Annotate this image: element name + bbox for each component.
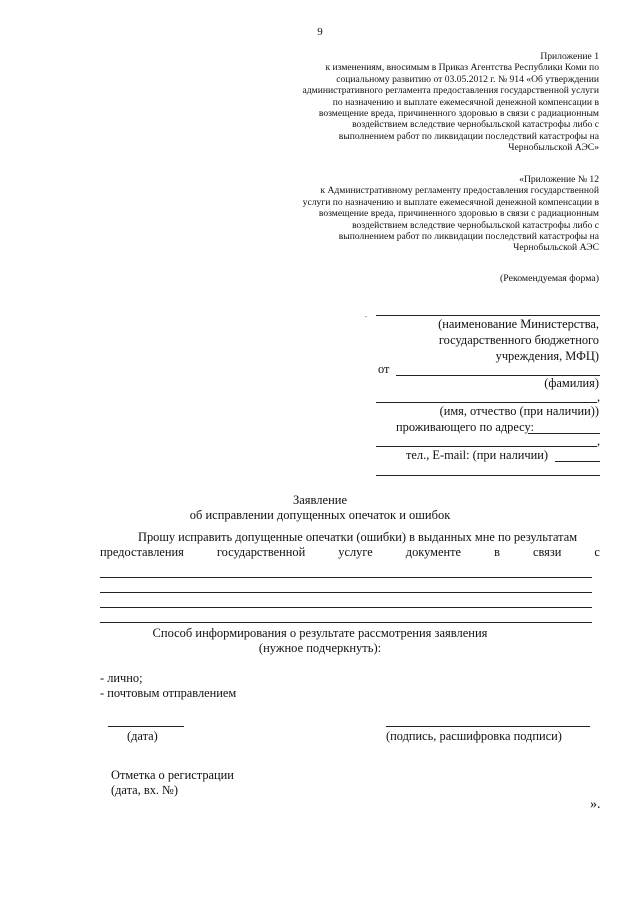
option-in-person[interactable]: - лично;: [100, 671, 143, 685]
request-word: связи: [532, 545, 562, 559]
request-word: услуге: [338, 545, 373, 559]
signature-label: (подпись, расшифровка подписи): [386, 729, 562, 743]
surname-label: (фамилия): [544, 376, 599, 390]
appendix-1-line: социальному развитию от 03.05.2012 г. № 914 «Об утверждении: [336, 73, 599, 85]
appendix-12-line: воздействием вследствие чернобыльской катастрофы либо с: [352, 219, 599, 231]
contact-label: тел., E-mail: (при наличии): [406, 448, 549, 462]
name-line[interactable]: [376, 402, 597, 403]
appendix-12-line: выполнением работ по ликвидации последствий катастрофы на: [338, 231, 599, 243]
date-label: (дата): [127, 729, 158, 743]
notification-subtitle: (нужное подчеркнуть):: [258, 641, 382, 655]
option-by-mail[interactable]: - почтовым отправлением: [100, 686, 237, 700]
appendix-1-line: к изменениям, вносимым в Приказ Агентства Республики Коми по: [325, 62, 599, 74]
appendix-12-header: [239, 174, 599, 254]
address-line-comma: ,: [597, 434, 601, 448]
address-label: проживающего по адресу:: [396, 420, 534, 434]
recommended-form-note: (Рекомендуемая форма): [500, 273, 599, 284]
reason-line-4[interactable]: [100, 622, 592, 623]
address-line-2[interactable]: [376, 446, 597, 447]
statement-title: Заявление: [292, 493, 347, 507]
notification-title: Способ информирования о результате рассмотрения заявления: [152, 626, 488, 640]
address-line-1[interactable]: [528, 433, 600, 434]
name-label: (имя, отчество (при наличии)): [439, 404, 599, 418]
appendix-1-header: [239, 51, 599, 154]
appendix-1-title: Приложение 1: [540, 51, 599, 62]
date-line[interactable]: [108, 726, 184, 727]
name-line-comma: ,: [597, 390, 601, 404]
request-word: государственной: [216, 545, 306, 559]
closing-quote: ».: [590, 797, 601, 812]
from-label: от: [378, 362, 390, 376]
dot-mark: .: [365, 310, 367, 319]
statement-subtitle: об исправлении допущенных опечаток и ошибок: [189, 508, 451, 522]
reason-line-1[interactable]: [100, 577, 592, 578]
appendix-12-line: услуги по назначению и выплате ежемесячной денежной компенсации в: [302, 196, 599, 208]
page-number: 9: [317, 26, 323, 38]
registration-mark: Отметка о регистрации: [111, 768, 234, 782]
appendix-1-line: административного регламента предоставления государственной услуги: [302, 85, 599, 97]
appendix-1-line: воздействием вследствие чернобыльской катастрофы либо с: [352, 119, 599, 131]
request-text-line-1: Прошу исправить допущенные опечатки (ошибки) в выданных мне по результатам: [138, 530, 578, 544]
request-word: с: [594, 545, 600, 559]
reason-line-2[interactable]: [100, 592, 592, 593]
contact-line-2[interactable]: [376, 475, 600, 476]
registration-details: (дата, вх. №): [111, 783, 179, 797]
request-word: в: [494, 545, 500, 559]
appendix-12-line: возмещение вреда, причиненного здоровью в связи с радиационным: [318, 208, 599, 220]
appendix-12-line: к Административному регламенту предоставления государственной: [320, 185, 599, 197]
org-label-3: учреждения, МФЦ): [495, 349, 599, 363]
org-name-line[interactable]: [376, 315, 600, 316]
request-text-line-2: [100, 545, 600, 560]
appendix-1-line: выполнением работ по ликвидации последствий катастрофы на: [338, 130, 599, 142]
reason-line-3[interactable]: [100, 607, 592, 608]
request-word: документе: [405, 545, 462, 559]
appendix-1-line: по назначению и выплате ежемесячной денежной компенсации в: [332, 96, 599, 108]
org-label-1: (наименование Министерства,: [438, 317, 599, 331]
contact-line-1[interactable]: [555, 461, 600, 462]
appendix-12-title: «Приложение № 12: [519, 174, 599, 185]
org-label-2: государственного бюджетного: [438, 333, 599, 347]
appendix-1-line: Чернобыльской АЭС»: [508, 142, 599, 154]
appendix-1-line: возмещение вреда, причиненного здоровью в связи с радиационным: [318, 108, 599, 120]
appendix-12-line: Чернобыльской АЭС: [513, 242, 599, 254]
request-word: предоставления: [100, 545, 184, 559]
signature-line[interactable]: [386, 726, 590, 727]
